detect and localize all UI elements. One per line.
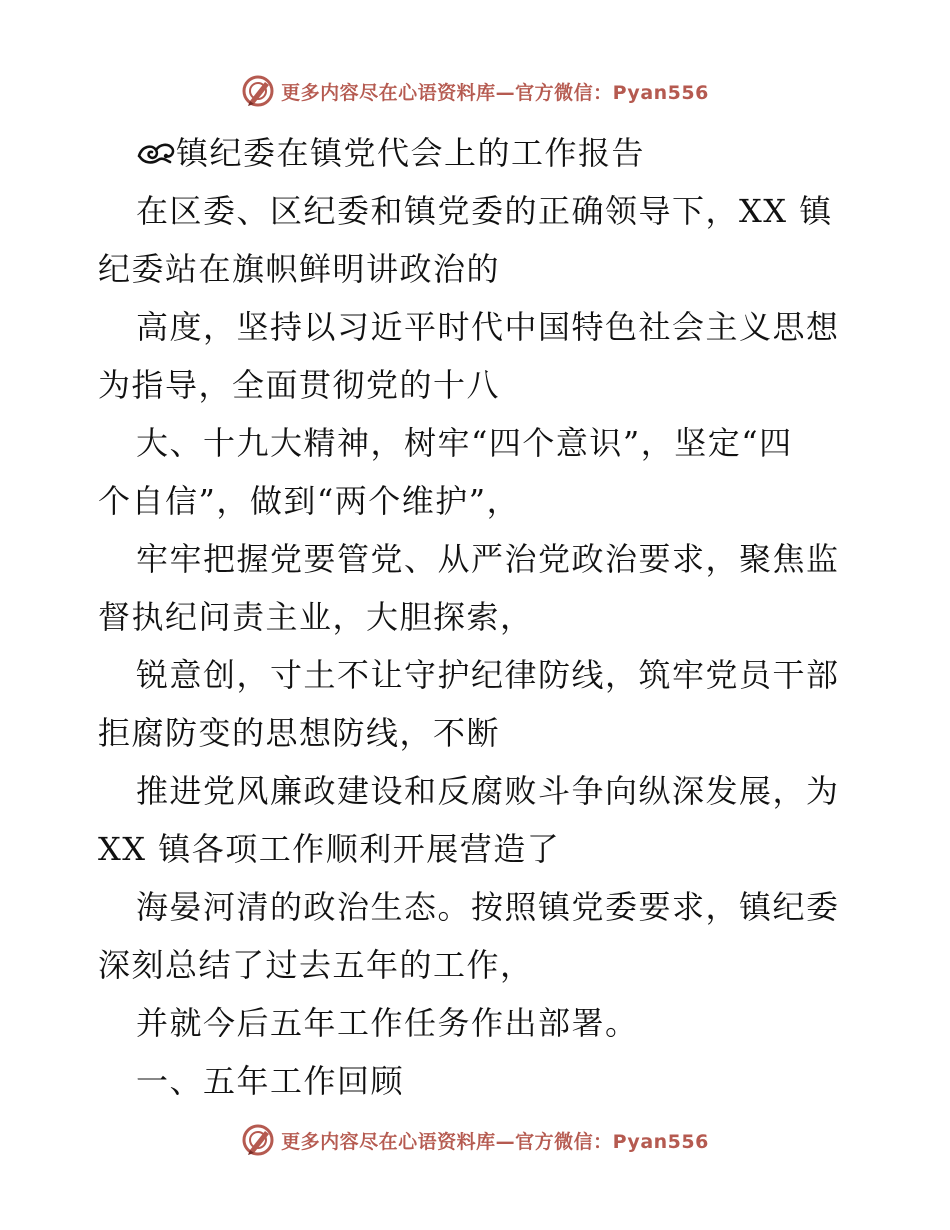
paragraph-line: 个自信”，做到“两个维护”， (98, 482, 521, 520)
header-watermark-banner (0, 71, 950, 111)
paragraph-line: 并就今后五年工作任务作出部署。 (136, 1004, 639, 1042)
fleuron-icon (136, 140, 176, 166)
footer-watermark-banner (0, 1120, 950, 1160)
pen-logo-icon (241, 74, 275, 108)
watermark-text: 更多内容尽在心语资料库—官方微信：Pyan556 (281, 81, 709, 104)
pen-logo-icon (241, 1123, 275, 1157)
paragraph-line: 在区委、区纪委和镇党委的正确领导下，XX 镇 (136, 192, 833, 230)
document-body (98, 124, 858, 1110)
section-heading: 一、五年工作回顾 (136, 1062, 405, 1100)
paragraph-line: 推进党风廉政建设和反腐败斗争向纵深发展，为 (136, 772, 840, 810)
paragraph-line: 为指导，全面贯彻党的十八 (98, 366, 501, 404)
watermark-group (241, 1123, 709, 1157)
watermark-group (241, 74, 709, 108)
paragraph-line: XX 镇各项工作顺利开展营造了 (98, 830, 561, 868)
paragraph-line: 锐意创，寸土不让守护纪律防线，筑牢党员干部 (136, 656, 840, 694)
paragraph-line: 拒腐防变的思想防线，不断 (98, 714, 501, 752)
paragraph-line: 海晏河清的政治生态。按照镇党委要求，镇纪委 (136, 888, 840, 926)
paragraph-line: 纪委站在旗帜鲜明讲政治的 (98, 250, 501, 288)
watermark-text: 更多内容尽在心语资料库—官方微信：Pyan556 (281, 1130, 709, 1153)
document-title: 镇纪委在镇党代会上的工作报告 (176, 134, 646, 172)
paragraph-line: 大、十九大精神，树牢“四个意识”，坚定“四 (136, 424, 793, 462)
document-title-row (98, 124, 858, 182)
paragraph-line: 深刻总结了过去五年的工作， (98, 946, 534, 984)
paragraph-line: 高度，坚持以习近平时代中国特色社会主义思想 (136, 308, 840, 346)
paragraph-line: 牢牢把握党要管党、从严治党政治要求，聚焦监 (136, 540, 840, 578)
paragraph-line: 督执纪问责主业，大胆探索， (98, 598, 534, 636)
